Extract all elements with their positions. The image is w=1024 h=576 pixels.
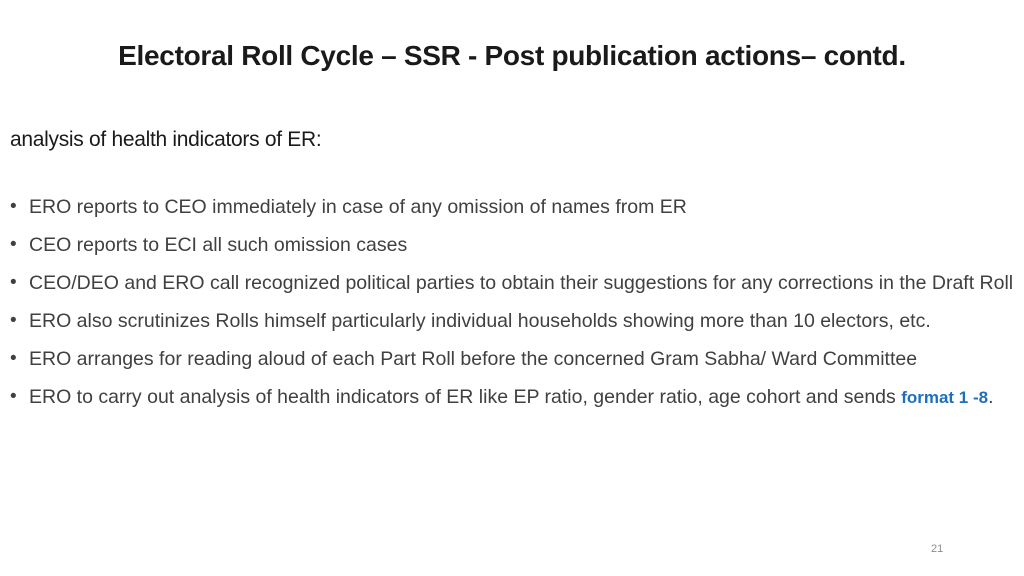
bullet-text: ERO reports to CEO immediately in case of any omission of names from ER bbox=[29, 196, 687, 218]
bullet-icon: • bbox=[10, 272, 17, 293]
bullet-end: . bbox=[988, 386, 994, 408]
list-item bbox=[10, 383, 1016, 412]
bullet-text: ERO to carry out analysis of health indicators of ER like EP ratio, gender ratio, age cohort and sends bbox=[29, 386, 902, 408]
list-item bbox=[10, 269, 1016, 297]
bullet-text: ERO also scrutinizes Rolls himself particularly individual households showing more than 10 electors, etc. bbox=[29, 310, 931, 332]
list-item bbox=[10, 345, 1016, 373]
bullet-text: CEO reports to ECI all such omission cases bbox=[29, 234, 408, 256]
slide-subtitle: analysis of health indicators of ER: bbox=[10, 128, 322, 151]
list-item bbox=[10, 231, 1016, 259]
page-number: 21 bbox=[931, 543, 944, 555]
bullet-icon: • bbox=[10, 234, 17, 255]
bullet-icon: • bbox=[10, 386, 17, 407]
slide-title: Electoral Roll Cycle – SSR - Post publication actions– contd. bbox=[118, 40, 906, 71]
list-item bbox=[10, 193, 1016, 221]
bullet-icon: • bbox=[10, 310, 17, 331]
format-reference: format 1 -8 bbox=[901, 388, 989, 407]
bullet-icon: • bbox=[10, 348, 17, 369]
bullet-icon: • bbox=[10, 196, 17, 217]
bullet-text: CEO/DEO and ERO call recognized political parties to obtain their suggestions for any corrections in the Draft Roll bbox=[29, 272, 1014, 294]
bullet-list bbox=[10, 193, 1016, 422]
list-item bbox=[10, 307, 1016, 335]
bullet-text: ERO arranges for reading aloud of each Part Roll before the concerned Gram Sabha/ Ward Committee bbox=[29, 348, 918, 370]
